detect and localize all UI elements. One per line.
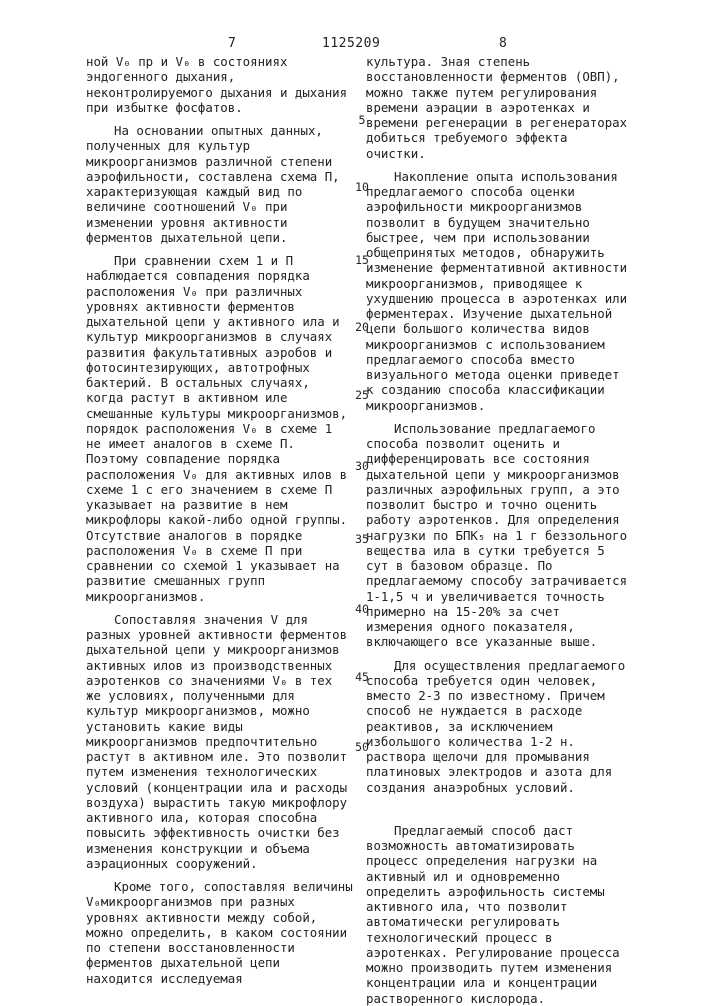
- left-paragraph-4: Сопоставляя значения V для разных уровней активности ферментов дыхательной цепи у микроорганизмов активных илов из производственных аэротенков со значениями V₀ в тех же условиях, полученными для культур микроорганизмов, можно установить какие виды микроорганизмов предпочтительно растут в активном иле. Это позволит путем изменения технологических условий (концентрации ила и расходы воздуха) вырастить такую микрофлору активного ила, которая способна повысить эффективность очистки без изменения конструкции и объема аэрационных сооружений.: [86, 612, 354, 871]
- line-number: 50: [352, 740, 372, 754]
- page-number-left: 7: [228, 36, 236, 51]
- right-text-column: [366, 54, 634, 1006]
- right-paragraph-1: культура. Зная степень восстановленности ферментов (ОВП), можно также путем регулирования времени аэрации в аэротенках и времени регенерации в регенераторах добиться требуемого эффекта очистки.: [366, 54, 634, 161]
- right-paragraph-2: Накопление опыта использования предлагаемого способа оценки аэрофильности микроорганизмов позволит в будущем значительно быстрее, чем при использовании общепринятых методов, обнаружить изменение ферментативной активности микроорганизмов, приводящее к ухудшению процесса в аэротенках или ферментерах. Изучение дыхательной цепи большого количества видов микроорганизмов с использованием предлагаемого способа вместо визуального метода оценки приведет к созданию способа классификации микроорганизмов.: [366, 169, 634, 413]
- page-number-right: 8: [499, 36, 507, 51]
- right-paragraph-3: Использование предлагаемого способа позволит оценить и дифференцировать все состояния дыхательной цепи у микроорганизмов различных аэрофильных групп, а это позволит быстро и точно оценить работу аэротенков. Для определения нагрузки по БПК₅ на 1 г беззольного вещества ила в сутки требуется 5 сут в базовом образце. По предлагаемому способу затрачивается 1-1,5 ч и увеличивается точность примерно на 15-20% за счет измерения одного показателя, включающего все указанные выше.: [366, 421, 634, 650]
- line-number: 15: [352, 253, 372, 267]
- line-number: 35: [352, 532, 372, 546]
- left-paragraph-2: На основании опытных данных, полученных для культур микроорганизмов различной степени аэрофильности, составлена схема П, характеризующая каждый вид по величине соотношений V₀ при изменении уровня активности ферментов дыхательной цепи.: [86, 123, 354, 245]
- line-number: 40: [352, 602, 372, 616]
- line-number: 5: [352, 113, 372, 127]
- left-paragraph-3: При сравнении схем 1 и П наблюдается совпадения порядка расположения V₀ при различных уровнях активности ферментов дыхательной цепи у активного ила и культур микроорганизмов в случаях развития факультативных аэробов и фотосинтезирующих, автотрофных бактерий. В остальных случаях, когда растут в активном иле смешанные культуры микроорганизмов, порядок расположения V₀ в схеме 1 не имеет аналогов в схеме П. Поэтому совпадение порядка расположения V₀ для активных илов в схеме 1 с его значением в схеме П указывает на развитие в нем микрофлоры какой-либо одной группы. Отсутствие аналогов в порядке расположения V₀ в схеме П при сравнении со схемой 1 указывает на развитие смешанных групп микроорганизмов.: [86, 253, 354, 604]
- line-number: 25: [352, 388, 372, 402]
- line-number: 10: [352, 180, 372, 194]
- left-text-column: [86, 54, 354, 986]
- right-paragraph-5: Предлагаемый способ даст возможность автоматизировать процесс определения нагрузки на активный ил и одновременно определить аэрофильность системы активного ила, что позволит автоматически регулировать технологический процесс в аэротенках. Регулирование процесса можно производить путем изменения концентрации ила и концентрации растворенного кислорода.: [366, 823, 634, 1006]
- line-number: 30: [352, 459, 372, 473]
- right-paragraph-4: Для осуществления предлагаемого способа требуется один человек, вместо 2-3 по известному. Причем способ не нуждается в расходе реактивов, за исключением избольшого количества 1-2 н. раствора щелочи для промывания платиновых электродов и азота для создания анаэробных условий.: [366, 658, 634, 795]
- line-number: 20: [352, 320, 372, 334]
- page-header: [0, 36, 707, 54]
- left-paragraph-5: Кроме того, сопоставляя величины V₀микроорганизмов при разных уровнях активности между собой, можно определить, в каком состоянии по степени восстановленности ферментов дыхательной цепи находится исследуемая: [86, 879, 354, 986]
- patent-number: 1125209: [322, 36, 380, 51]
- left-paragraph-1: ной V₀ пр и V₀ в состояниях эндогенного дыхания, неконтролируемого дыхания и дыхания при избытке фосфатов.: [86, 54, 354, 115]
- line-number: 45: [352, 670, 372, 684]
